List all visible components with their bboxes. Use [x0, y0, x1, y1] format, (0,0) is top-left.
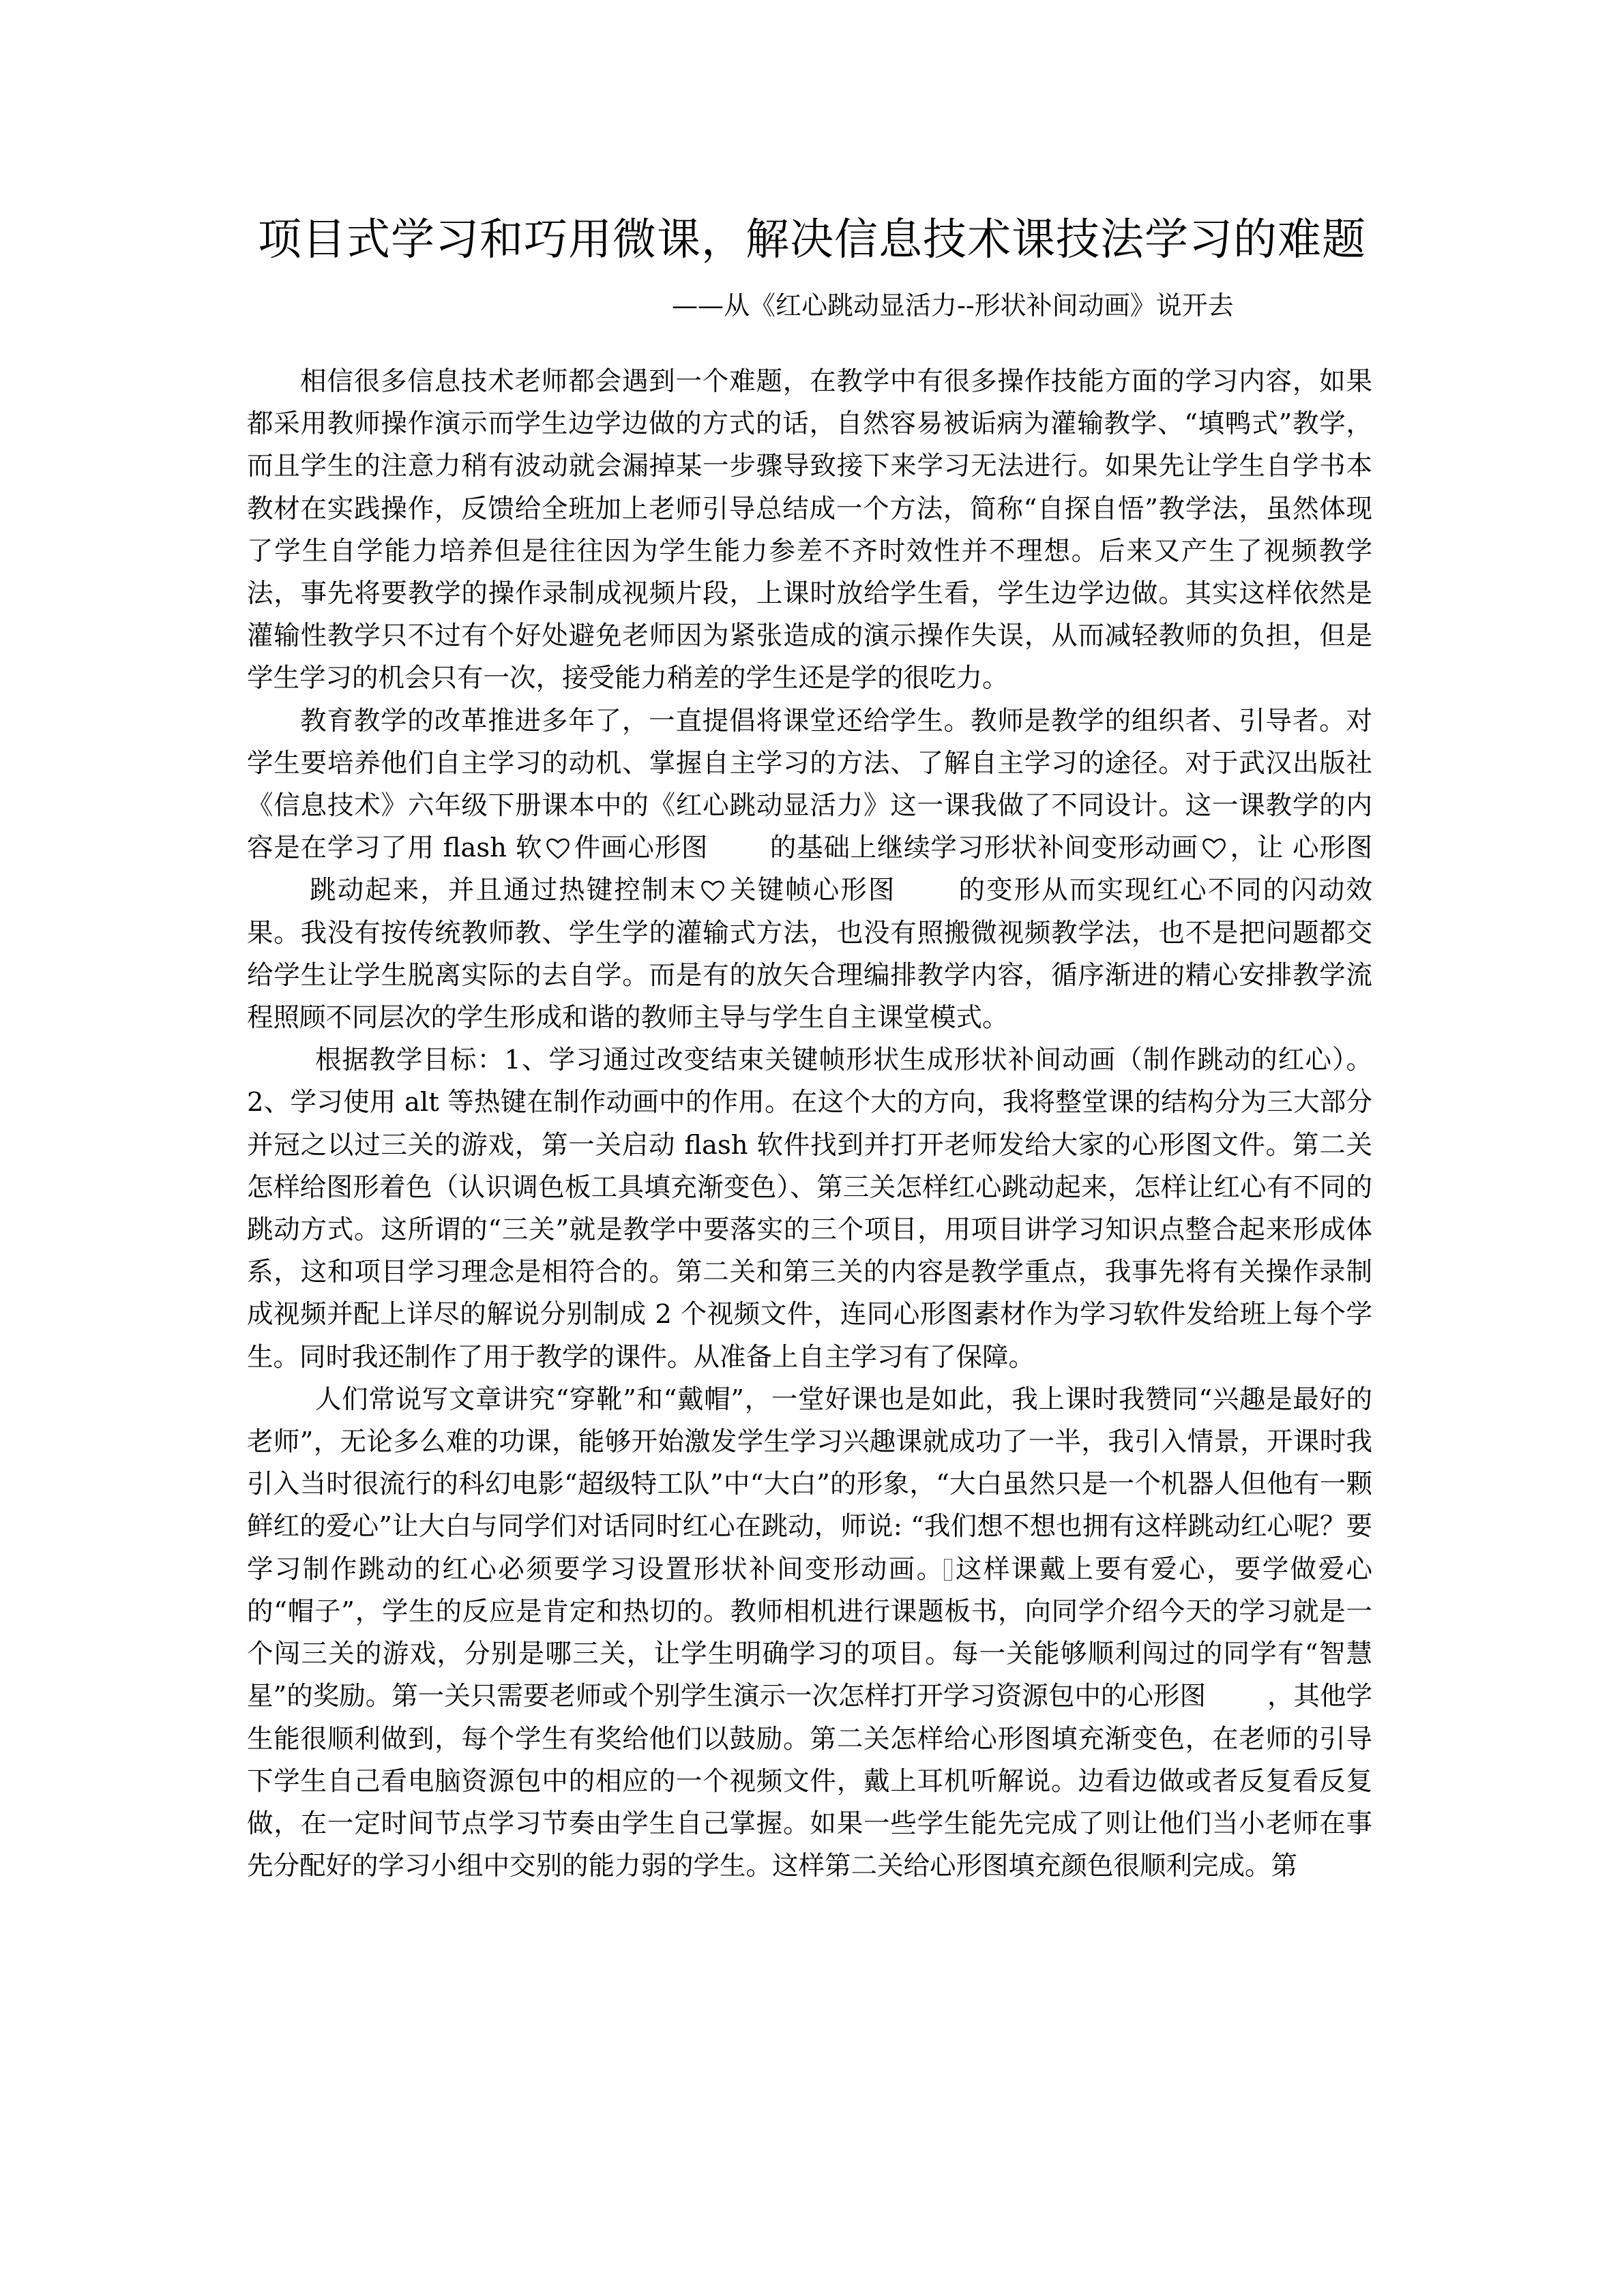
paragraph-2-part-f: 关键帧心形图 — [728, 875, 896, 906]
paragraph-3: 根据教学目标：1、学习通过改变结束关键帧形状生成形状补间动画（制作跳动的红心）。2、学习使用 alt 等热键在制作动画中的作用。在这个大的方向，我将整堂课的结构分为三大部分并冠之以过三关的游戏，第一关启动 flash 软件找到并打开老师发给大家的心形图文件。第二关怎样给图形着色（认识调色板工具填充渐变色）、第三关怎样红心跳动起来，怎样让红心有不同的跳动方式。这所谓的“三关”就是教学中要落实的三个项目，用项目讲学习知识点整合起来形成体系，这和项目学习理念是相符合的。第二关和第三关的内容是教学重点，我事先将有关操作录制成视频并配上详尽的解说分别制成 2 个视频文件，连同心形图素材作为学习软件发给班上每个学生。同时我还制作了用于教学的课件。从准备上自主学习有了保障。 — [247, 1045, 1372, 1373]
paragraph-2-part-g: 的变形从而实现红心不同的闪动效果。我没有按传统教师教、学生学的灌输式方法，也没有照搬微视频教学法，也不是把问题都交给学生让学生脱离实际的去自学。而是有的放矢合理编排教学内容，循序渐进的精心安排教学流程照顾不同层次的学生形成和谐的教师主导与学生自主课堂模式。 — [247, 875, 1372, 1034]
image-placeholder — [708, 836, 769, 861]
heart-outline-icon — [545, 836, 571, 861]
paragraph-2 — [247, 700, 1372, 1040]
paragraph-2-part-d: ，让 心形图 — [1229, 833, 1372, 864]
paragraph-1: 相信很多信息技术老师都会遇到一个难题，在教学中有很多操作技能方面的学习内容，如果都采用教师操作演示而学生边学边做的方式的话，自然容易被诟病为灌输教学、“填鸭式”教学，而且学生的注意力稍有波动就会漏掉某一步骤导致接下来学习无法进行。如果先让学生自学书本教材在实践操作，反馈给全班加上老师引导总结成一个方法，简称“自探自悟”教学法，虽然体现了学生自学能力培养但是往往因为学生能力参差不齐时效性并不理想。后来又产生了视频教学法，事先将要教学的操作录制成视频片段，上课时放给学生看，学生边学边做。其实这样依然是灌输性教学只不过有个好处避免老师因为紧张造成的演示操作失误，从而减轻教师的负担，但是学生学习的机会只有一次，接受能力稍差的学生还是学的很吃力。 — [247, 366, 1372, 694]
image-placeholder — [1206, 1684, 1267, 1709]
paragraph-2-part-a: 教育教学的改革推进多年了，一直提倡将课堂还给学生。教师是教学的组织者、引导者。对学生要培养他们自主学习的动机、掌握自主学习的方法、了解自主学习的途径。对于武汉出版社《信息技术》六年级下册课本中的《红心跳动显活力》这一课我做了不同设计。这一课教学的内容是在学习了用 flash 软 — [247, 705, 1372, 864]
paragraph-2-part-c: 的基础上继续学习形状补间变形动画 — [769, 833, 1198, 864]
paragraph-4 — [247, 1379, 1372, 1888]
heart-outline-icon — [1201, 836, 1227, 861]
document-body — [247, 361, 1372, 1888]
image-placeholder — [896, 878, 957, 903]
image-placeholder — [247, 878, 308, 903]
document-subtitle: ——从《红心跳动显活力--形状补间动画》说开去 — [672, 290, 1234, 320]
paragraph-4-part-a: 人们常说写文章讲究“穿靴”和“戴帽”，一堂好课也是如此，我上课时我赞同“兴趣是最好的老师”，无论多么难的功课，能够开始激发学生学习兴趣课就成功了一半，我引入情景，开课时我引入当时很流行的科幻电影“超级特工队”中“大白”的形象，“大白虽然只是一个机器人但他有一颗鲜红的爱心”让大白与同学们对话同时红心在跳动，师说: “我们想不想也拥有这样跳动红心呢？要学习制作跳动的红心必须要学习设置形状补间变形动画。 — [247, 1384, 1372, 1585]
paragraph-2-part-b: 件画心形图 — [574, 833, 709, 864]
document-title: 项目式学习和巧用微课，解决信息技术课技法学习的难题 — [258, 215, 1366, 265]
paragraph-4-part-b: 这样课戴上要有爱心，要学做爱心的“帽子”，学生的反应是肯定和热切的。教师相机进行课题板书，向同学介绍今天的学习就是一个闯三关的游戏，分别是哪三关，让学生明确学习的项目。每一关能够顺利闯过的同学有“智慧星”的奖励。第一关只需要老师或个别学生演示一次怎样打开学习资源包中的心形图 — [247, 1553, 1372, 1712]
heart-outline-icon — [700, 878, 726, 903]
missing-glyph-box — [944, 1559, 952, 1581]
paragraph-2-part-e: 跳动起来，并且通过热键控制末 — [308, 875, 697, 906]
paragraph-4-part-c: ，其他学生能很顺利做到，每个学生有奖给他们以鼓励。第二关怎样给心形图填充渐变色，在老师的引导下学生自己看电脑资源包中的相应的一个视频文件，戴上耳机听解说。边看边做或者反复看反复做，在一定时间节点学习节奏由学生自己掌握。如果一些学生能先完成了则让他们当小老师在事先分配好的学习小组中交别的能力弱的学生。这样第二关给心形图填充颜色很顺利完成。第 — [247, 1681, 1372, 1882]
